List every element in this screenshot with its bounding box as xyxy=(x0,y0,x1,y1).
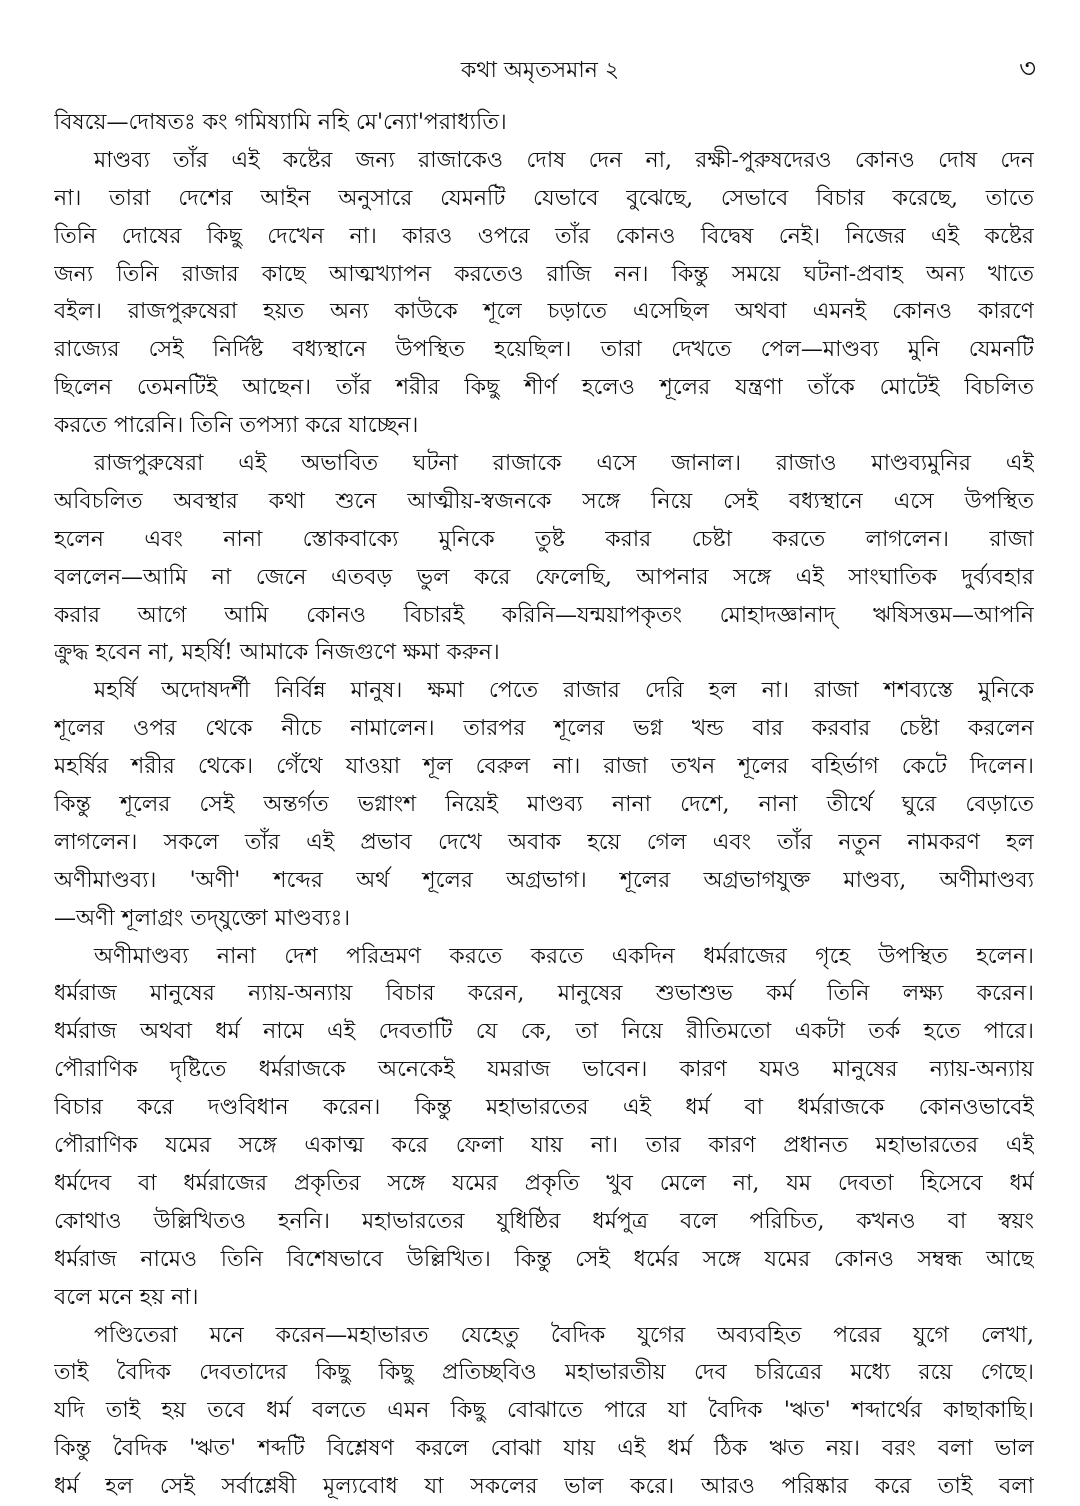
text-line: ধর্মরাজ অথবা ধর্ম নামে এই দেবতাটি যে কে, তা নিয়ে রীতিমতো একটা তর্ক হতে পারে। xyxy=(54,1019,1034,1045)
text-line: ধর্মদেব বা ধর্মরাজের প্রকৃতির সঙ্গে যমের প্রকৃতি খুব মেলে না, যম দেবতা হিসেবে ধর্ম xyxy=(54,1170,1034,1196)
text-line: ধর্মরাজ নামেও তিনি বিশেষভাবে উল্লিখিত। কিন্তু সেই ধর্মের সঙ্গে যমের কোনও সম্বন্ধ আছে xyxy=(54,1246,1034,1272)
text-line: ধর্মরাজ মানুষের ন্যায়-অন্যায় বিচার করেন, মানুষের শুভাশুভ কর্ম তিনি লক্ষ্য করেন। xyxy=(54,981,1034,1007)
text-line: রাজ্যের সেই নির্দিষ্ট বধ্যস্থানে উপস্থিত হয়েছিল। তারা দেখতে পেল—মাণ্ডব্য মুনি যেমনটি xyxy=(54,337,1034,363)
text-line: বিষয়ে—দোষতঃ কং গমিষ্যামি নহি মে'ন্যো'পরাধ্যতি। xyxy=(54,110,507,135)
text-line: ক্রুদ্ধ হবেন না, মহর্ষি! আমাকে নিজগুণে ক্ষমা করুন। xyxy=(54,640,500,666)
text-line: করতে পারেনি। তিনি তপস্যা করে যাচ্ছেন। xyxy=(54,413,419,439)
text-line: শূলের ওপর থেকে নীচে নামালেন। তারপর শূলের ভগ্ন খন্ড বার করবার চেষ্টা করলেন xyxy=(54,716,1034,742)
text-line: জন্য তিনি রাজার কাছে আত্মখ্যাপন করতেও রাজি নন। কিন্তু সময়ে ঘটনা-প্রবাহ অন্য খাতে xyxy=(54,261,1034,287)
text-line: কিন্তু শূলের সেই অন্তর্গত ভগ্নাংশ নিয়েই মাণ্ডব্য নানা দেশে, নানা তীর্থে ঘুরে বেড়াতে xyxy=(54,792,1034,818)
text-line: হলেন এবং নানা স্তোকবাক্যে মুনিকে তুষ্ট করার চেষ্টা করতে লাগলেন। রাজা xyxy=(54,526,1034,552)
page-number: ৩ xyxy=(1019,54,1036,84)
text-line: ছিলেন তেমনটিই আছেন। তাঁর শরীর কিছু শীর্ণ হলেও শূলের যন্ত্রণা তাঁকে মোটেই বিচলিত xyxy=(54,375,1034,401)
text-line: —অণী শূলাগ্রং তদ্‌যুক্তো মাণ্ডব্যঃ। xyxy=(54,905,351,931)
text-line: কিন্তু বৈদিক 'ঋত' শব্দটি বিশ্লেষণ করলে বোঝা যায় এই ধর্ম ঠিক ঋত নয়। বরং বলা ভাল xyxy=(54,1436,1034,1462)
text-line: মহর্ষি অদোষদর্শী নির্বিন্ন মানুষ। ক্ষমা পেতে রাজার দেরি হল না। রাজা শশব্যস্তে মুনিকে xyxy=(94,678,1034,704)
text-line: অণীমাণ্ডব্য। 'অণী' শব্দের অর্থ শূলের অগ্রভাগ। শূলের অগ্রভাগযুক্ত মাণ্ডব্য, অণীমাণ্ডব্য xyxy=(54,867,1034,893)
running-title: কথা অমৃতসমান ২ xyxy=(460,58,620,83)
text-line: তাই বৈদিক দেবতাদের কিছু কিছু প্রতিচ্ছবিও মহাভারতীয় দেব চরিত্রের মধ্যে রয়ে গেছে। xyxy=(54,1360,1034,1386)
text-line: মাণ্ডব্য তাঁর এই কষ্টের জন্য রাজাকেও দোষ দেন না, রক্ষী-পুরুষদেরও কোনও দোষ দেন xyxy=(94,147,1034,173)
text-line: ধর্ম হল সেই সর্বাশ্লেষী মূল্যবোধ যা সকলের ভাল করে। আরও পরিষ্কার করে তাই বলা xyxy=(54,1474,1034,1500)
text-line: মহর্ষির শরীর থেকে। গেঁথে যাওয়া শূল বেরুল না। রাজা তখন শূলের বহির্ভাগ কেটে দিলেন। xyxy=(54,754,1034,780)
text-line: পণ্ডিতেরা মনে করেন—মহাভারত যেহেতু বৈদিক যুগের অব্যবহিত পরের যুগে লেখা, xyxy=(94,1322,1034,1348)
text-line: বলে মনে হয় না। xyxy=(54,1284,199,1310)
text-line: যদি তাই হয় তবে ধর্ম বলতে এমন কিছু বোঝাতে পারে যা বৈদিক 'ঋত' শব্দার্থের কাছাকাছি। xyxy=(54,1398,1034,1424)
text-line: বইল। রাজপুরুষেরা হয়ত অন্য কাউকে শূলে চড়াতে এসেছিল অথবা এমনই কোনও কারণে xyxy=(54,299,1034,325)
text-line: অবিচলিত অবস্থার কথা শুনে আত্মীয়-স্বজনকে সঙ্গে নিয়ে সেই বধ্যস্থানে এসে উপস্থিত xyxy=(54,488,1034,514)
text-line: বিচার করে দণ্ডবিধান করেন। কিন্তু মহাভারতের এই ধর্ম বা ধর্মরাজকে কোনওভাবেই xyxy=(54,1095,1034,1121)
text-line: পৌরাণিক যমের সঙ্গে একাত্ম করে ফেলা যায় না। তার কারণ প্রধানত মহাভারতের এই xyxy=(54,1133,1034,1159)
text-line: তিনি দোষের কিছু দেখেন না। কারও ওপরে তাঁর কোনও বিদ্বেষ নেই। নিজের এই কষ্টের xyxy=(54,223,1034,249)
text-line: পৌরাণিক দৃষ্টিতে ধর্মরাজকে অনেকেই যমরাজ ভাবেন। কারণ যমও মানুষের ন্যায়-অন্যায় xyxy=(54,1057,1034,1083)
text-line: করার আগে আমি কোনও বিচারই করিনি—যন্ময়াপকৃতং মোহাদজ্ঞানাদ্ ঋষিসত্তম—আপনি xyxy=(54,602,1034,628)
text-line: বললেন—আমি না জেনে এতবড় ভুল করে ফেলেছি, আপনার সঙ্গে এই সাংঘাতিক দুর্ব্যবহার xyxy=(54,564,1034,590)
body-text xyxy=(54,104,1034,1506)
text-line: রাজপুরুষেরা এই অভাবিত ঘটনা রাজাকে এসে জানাল। রাজাও মাণ্ডব্যমুনির এই xyxy=(94,451,1034,477)
text-line: লাগলেন। সকলে তাঁর এই প্রভাব দেখে অবাক হয়ে গেল এবং তাঁর নতুন নামকরণ হল xyxy=(54,829,1034,855)
text-line: কোথাও উল্লিখিতও হননি। মহাভারতের যুধিষ্ঠির ধর্মপুত্র বলে পরিচিত, কখনও বা স্বয়ং xyxy=(54,1208,1034,1234)
text-line: অণীমাণ্ডব্য নানা দেশ পরিভ্রমণ করতে করতে একদিন ধর্মরাজের গৃহে উপস্থিত হলেন। xyxy=(94,943,1034,969)
text-line: না। তারা দেশের আইন অনুসারে যেমনটি যেভাবে বুঝেছে, সেভাবে বিচার করেছে, তাতে xyxy=(54,185,1034,211)
